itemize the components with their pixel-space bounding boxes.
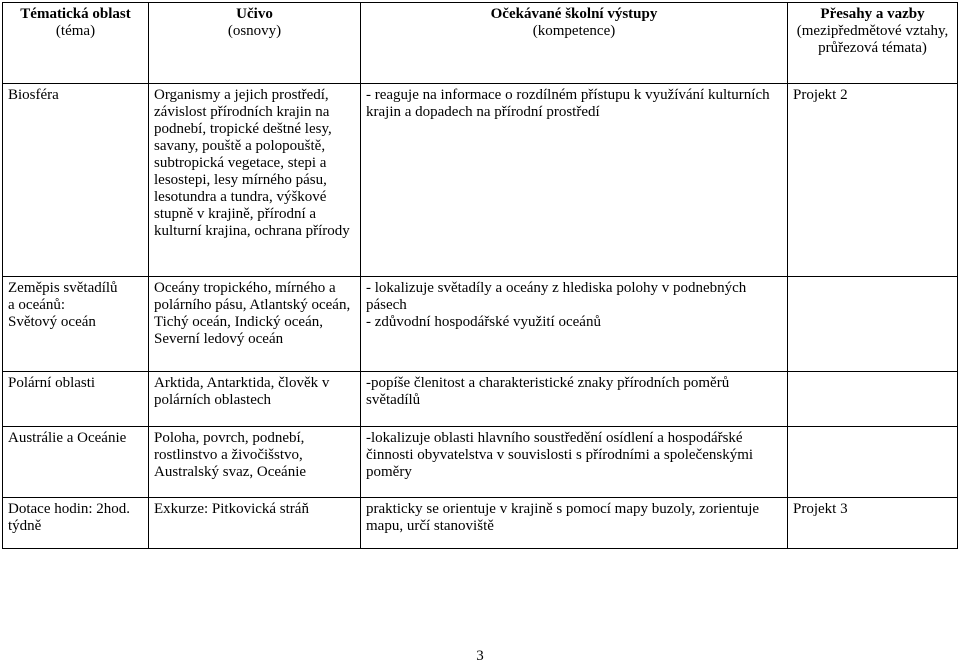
table-row [3, 84, 958, 277]
header-content [149, 3, 361, 84]
table-row [3, 427, 958, 498]
header-links-subtitle: (mezipředmětové vztahy, průřezová témata) [796, 23, 949, 56]
topic-cell [3, 427, 149, 498]
outcome-text: - zdůvodní hospodářské využití oceánů [366, 314, 601, 330]
curriculum-table [2, 2, 958, 549]
header-links [788, 3, 958, 84]
outcomes-cell [361, 498, 788, 549]
links-cell [788, 372, 958, 427]
header-topic-subtitle: (téma) [55, 23, 96, 39]
outcome-text: -popíše členitost a charakteristické znaky přírodních poměrů světadílů [366, 375, 730, 408]
topic-text: Biosféra [8, 87, 59, 103]
header-row [3, 3, 958, 84]
topic-cell [3, 498, 149, 549]
outcomes-cell [361, 427, 788, 498]
links-cell [788, 427, 958, 498]
links-cell [788, 84, 958, 277]
content-text: Organismy a jejich prostředí, závislost přírodních krajin na podnebí, tropické deštné lesy, savany, pouště a polopouště, subtropická vegetace, stepi a lesostepi, lesy mírného pásu, lesotundra a tundra, výškové stupně v krajině, přírodní a kulturní krajina, ochrana přírody [154, 87, 350, 239]
outcome-text: prakticky se orientuje v krajině s pomocí mapy buzoly, zorientuje mapu, určí stanoviště [366, 501, 760, 534]
table-row [3, 277, 958, 372]
links-cell [788, 277, 958, 372]
page-number: 3 [476, 648, 484, 664]
outcomes-cell [361, 277, 788, 372]
content-cell [149, 277, 361, 372]
header-topic [3, 3, 149, 84]
content-text: Exkurze: Pitkovická stráň [154, 501, 309, 517]
topic-text: a oceánů: [8, 297, 66, 313]
content-cell [149, 427, 361, 498]
content-cell [149, 372, 361, 427]
header-topic-title: Tématická oblast [20, 6, 131, 22]
header-content-subtitle: (osnovy) [227, 23, 282, 39]
topic-text: Polární oblasti [8, 375, 96, 391]
header-outcomes [361, 3, 788, 84]
outcomes-cell [361, 84, 788, 277]
topic-text: Austrálie a Oceánie [8, 430, 127, 446]
links-text: Projekt 3 [793, 501, 848, 517]
header-outcomes-subtitle: (kompetence) [532, 23, 616, 39]
content-text: Oceány tropického, mírného a polárního pásu, Atlantský oceán, Tichý oceán, Indický oceán, Severní ledový oceán [154, 280, 351, 347]
content-text: Arktida, Antarktida, člověk v polárních oblastech [154, 375, 330, 408]
outcomes-cell [361, 372, 788, 427]
outcome-text: - lokalizuje světadíly a oceány z hlediska polohy v podnebných pásech [366, 280, 747, 313]
topic-text: Světový oceán [8, 314, 96, 330]
table-row [3, 498, 958, 549]
outcome-text: - reaguje na informace o rozdílném přístupu k využívání kulturních krajin a dopadech na přírodní prostředí [366, 87, 770, 120]
hours-allocation-text: Dotace hodin: 2hod. týdně [8, 501, 131, 534]
content-cell [149, 84, 361, 277]
content-cell [149, 498, 361, 549]
topic-text: Zeměpis světadílů [8, 280, 118, 296]
header-links-title: Přesahy a vazby [820, 6, 925, 22]
outcome-text: -lokalizuje oblasti hlavního soustředění osídlení a hospodářské činnosti obyvatelstva v souvislosti s přírodními a společenskými poměry [366, 430, 754, 480]
header-outcomes-title: Očekávané školní výstupy [490, 6, 658, 22]
content-text: Poloha, povrch, podnebí, rostlinstvo a živočišstvo, Australský svaz, Oceánie [154, 430, 307, 480]
links-text: Projekt 2 [793, 87, 848, 103]
table-row [3, 372, 958, 427]
topic-cell [3, 277, 149, 372]
topic-cell [3, 372, 149, 427]
topic-cell [3, 84, 149, 277]
header-content-title: Učivo [236, 6, 273, 22]
links-cell [788, 498, 958, 549]
